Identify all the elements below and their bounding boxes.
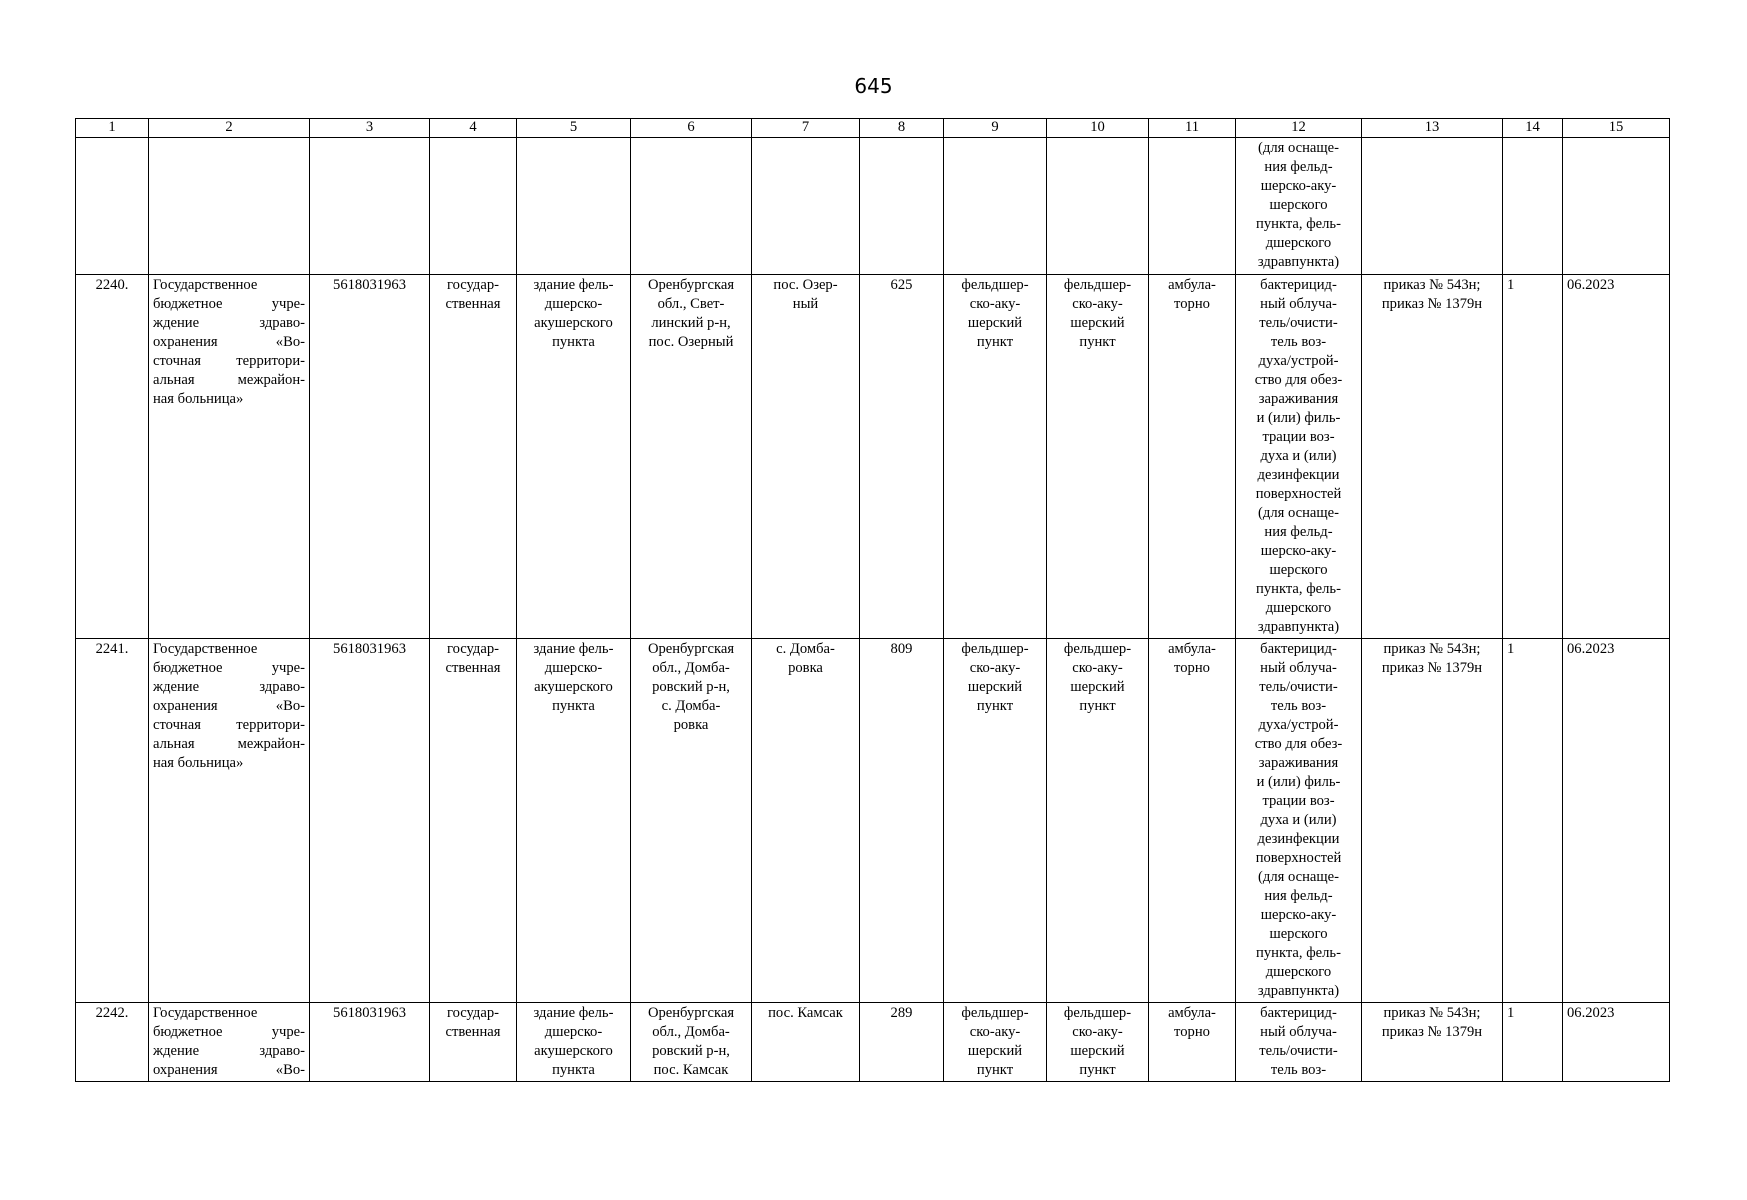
ownership-cell bbox=[430, 639, 517, 1003]
text-line: линский р-н, bbox=[651, 315, 731, 331]
col-header: 1 bbox=[76, 119, 149, 138]
text-line: шерско-аку- bbox=[1260, 907, 1337, 923]
text-line: государ- bbox=[446, 641, 499, 657]
building-cell bbox=[517, 639, 631, 1003]
text-line: ственная bbox=[445, 660, 501, 676]
text-line: шерского bbox=[1269, 197, 1328, 213]
text-line: пункт bbox=[1079, 1062, 1116, 1078]
text-line: и (или) филь- bbox=[1256, 774, 1341, 790]
ownership-cell bbox=[430, 275, 517, 639]
text-line: шерский bbox=[1070, 315, 1125, 331]
text-line: ждение здраво- bbox=[153, 679, 305, 695]
text-line: пос. Озерный bbox=[648, 334, 734, 350]
text-line: поверхностей bbox=[1255, 486, 1342, 502]
column-number-header bbox=[76, 119, 1670, 138]
organization-cell bbox=[149, 1003, 310, 1082]
text-line: приказ № 1379н bbox=[1381, 296, 1483, 312]
text-line: тель воз- bbox=[1270, 1062, 1327, 1078]
organization-cell bbox=[149, 639, 310, 1003]
cell bbox=[1047, 138, 1149, 275]
text-line: фельдшер- bbox=[1063, 641, 1132, 657]
page-number: 645 bbox=[854, 74, 893, 98]
row-number-cell: 2240. bbox=[76, 275, 149, 639]
text-line: шерский bbox=[967, 315, 1023, 331]
text-line: (для оснаще- bbox=[1258, 869, 1339, 885]
quantity-cell: 1 bbox=[1503, 639, 1563, 1003]
col-header: 3 bbox=[310, 119, 430, 138]
facility-type-cell bbox=[944, 639, 1047, 1003]
text-line: пункта bbox=[552, 334, 595, 350]
orders-cell bbox=[1362, 1003, 1503, 1082]
text-line: ско-аку- bbox=[1072, 1024, 1123, 1040]
text-line: альная межрайон- bbox=[153, 372, 305, 388]
unit-type-cell bbox=[1047, 639, 1149, 1003]
text-line: пос. Озер- bbox=[773, 277, 838, 293]
text-line: тель/очисти- bbox=[1259, 679, 1338, 695]
col-header: 5 bbox=[517, 119, 631, 138]
continuation-row bbox=[76, 138, 1670, 275]
organization-cell bbox=[149, 275, 310, 639]
text-line: приказ № 543н; bbox=[1383, 277, 1481, 293]
cell bbox=[517, 138, 631, 275]
text-line: пункта bbox=[552, 698, 595, 714]
text-line: бактерицид- bbox=[1260, 277, 1337, 293]
text-line: дшерско- bbox=[544, 1024, 603, 1040]
text-line: приказ № 543н; bbox=[1383, 1005, 1481, 1021]
text-line: обл., Домба- bbox=[652, 1024, 730, 1040]
cell bbox=[1149, 138, 1236, 275]
text-line: амбула- bbox=[1168, 1005, 1216, 1021]
text-line: охранения «Во- bbox=[153, 334, 305, 350]
address-cell bbox=[631, 1003, 752, 1082]
locality-cell bbox=[752, 1003, 860, 1082]
cell bbox=[149, 138, 310, 275]
text-line: ный bbox=[792, 296, 819, 312]
text-line: ство для обез- bbox=[1254, 372, 1343, 388]
text-line: шерского bbox=[1269, 562, 1328, 578]
text-line: Государственное bbox=[153, 641, 258, 657]
text-line: дшерско- bbox=[544, 660, 603, 676]
cell bbox=[1563, 138, 1670, 275]
col-header: 13 bbox=[1362, 119, 1503, 138]
building-cell bbox=[517, 1003, 631, 1082]
date-cell: 06.2023 bbox=[1563, 1003, 1670, 1082]
text-line: ско-аку- bbox=[969, 660, 1021, 676]
text-line: здравпункта) bbox=[1257, 983, 1340, 999]
text-line: пункта, фель- bbox=[1256, 216, 1341, 232]
text-line: фельдшер- bbox=[961, 1005, 1029, 1021]
text-line: дезинфекции bbox=[1257, 467, 1340, 483]
address-cell bbox=[631, 275, 752, 639]
text-line: дезинфекции bbox=[1257, 831, 1340, 847]
text-line: бюджетное учре- bbox=[153, 1024, 305, 1040]
care-mode-cell bbox=[1149, 275, 1236, 639]
col-header: 11 bbox=[1149, 119, 1236, 138]
text-line: приказ № 1379н bbox=[1381, 660, 1483, 676]
text-line: зараживания bbox=[1258, 755, 1339, 771]
text-line: ждение здраво- bbox=[153, 315, 305, 331]
text-line: приказ № 543н; bbox=[1383, 641, 1481, 657]
orders-cell bbox=[1362, 275, 1503, 639]
text-line: трации воз- bbox=[1262, 429, 1335, 445]
inn-cell: 5618031963 bbox=[310, 275, 430, 639]
col-header: 9 bbox=[944, 119, 1047, 138]
text-line: ровский р-н, bbox=[652, 679, 730, 695]
text-line: (для оснаще- bbox=[1258, 505, 1339, 521]
text-line: торно bbox=[1174, 660, 1210, 676]
date-cell: 06.2023 bbox=[1563, 275, 1670, 639]
quantity-cell: 1 bbox=[1503, 1003, 1563, 1082]
text-line: шерско-аку- bbox=[1260, 178, 1337, 194]
cell bbox=[752, 138, 860, 275]
equipment-cell bbox=[1236, 275, 1362, 639]
cell bbox=[1362, 138, 1503, 275]
registry-table bbox=[75, 118, 1670, 1082]
text-line: шерский bbox=[967, 1043, 1023, 1059]
text-line: акушерского bbox=[534, 315, 613, 331]
text-line: дшерского bbox=[1265, 600, 1332, 616]
text-line: ная больница» bbox=[153, 755, 244, 771]
text-line: ния фельд- bbox=[1264, 888, 1333, 904]
col-header: 14 bbox=[1503, 119, 1563, 138]
inn-cell: 5618031963 bbox=[310, 1003, 430, 1082]
text-line: пос. Камсак bbox=[653, 1062, 729, 1078]
col-header: 4 bbox=[430, 119, 517, 138]
col-header: 8 bbox=[860, 119, 944, 138]
text-line: альная межрайон- bbox=[153, 736, 305, 752]
text-line: тель/очисти- bbox=[1259, 1043, 1338, 1059]
inn-cell: 5618031963 bbox=[310, 639, 430, 1003]
text-line: здание фель- bbox=[533, 641, 614, 657]
text-line: здание фель- bbox=[533, 1005, 614, 1021]
ownership-cell bbox=[430, 1003, 517, 1082]
equipment-cell bbox=[1236, 1003, 1362, 1082]
text-line: ная больница» bbox=[153, 391, 244, 407]
text-line: обл., Свет- bbox=[657, 296, 725, 312]
population-cell: 809 bbox=[860, 639, 944, 1003]
equipment-cell bbox=[1236, 639, 1362, 1003]
text-line: государ- bbox=[446, 1005, 499, 1021]
date-cell: 06.2023 bbox=[1563, 639, 1670, 1003]
text-line: пункт bbox=[1079, 334, 1116, 350]
text-line: охранения «Во- bbox=[153, 1062, 305, 1078]
text-line: поверхностей bbox=[1255, 850, 1342, 866]
text-line: шерско-аку- bbox=[1260, 543, 1337, 559]
text-line: фельдшер- bbox=[1063, 277, 1132, 293]
table-row bbox=[76, 1003, 1670, 1082]
text-line: ный облуча- bbox=[1260, 660, 1337, 676]
text-line: Государственное bbox=[153, 277, 258, 293]
text-line: ния фельд- bbox=[1264, 159, 1333, 175]
text-line: фельдшер- bbox=[961, 277, 1029, 293]
locality-cell bbox=[752, 639, 860, 1003]
care-mode-cell bbox=[1149, 639, 1236, 1003]
building-cell bbox=[517, 275, 631, 639]
facility-type-cell bbox=[944, 275, 1047, 639]
quantity-cell: 1 bbox=[1503, 275, 1563, 639]
col-header: 6 bbox=[631, 119, 752, 138]
text-line: пункт bbox=[976, 698, 1014, 714]
population-cell: 289 bbox=[860, 1003, 944, 1082]
col-header: 12 bbox=[1236, 119, 1362, 138]
text-line: амбула- bbox=[1168, 277, 1216, 293]
text-line: духа и (или) bbox=[1260, 448, 1337, 464]
text-line: ско-аку- bbox=[1072, 660, 1123, 676]
text-line: сточная территори- bbox=[153, 353, 305, 369]
text-line: ственная bbox=[445, 1024, 501, 1040]
text-line: Оренбургская bbox=[647, 641, 735, 657]
text-line: ный облуча- bbox=[1260, 296, 1337, 312]
text-line: Государственное bbox=[153, 1005, 258, 1021]
text-line: ния фельд- bbox=[1264, 524, 1333, 540]
text-line: пункт bbox=[1079, 698, 1116, 714]
text-line: пос. Камсак bbox=[768, 1005, 843, 1021]
text-line: ско-аку- bbox=[1072, 296, 1123, 312]
text-line: Оренбургская bbox=[647, 277, 735, 293]
care-mode-cell bbox=[1149, 1003, 1236, 1082]
text-line: Оренбургская bbox=[647, 1005, 735, 1021]
facility-type-cell bbox=[944, 1003, 1047, 1082]
text-line: бактерицид- bbox=[1260, 1005, 1337, 1021]
cell bbox=[860, 138, 944, 275]
text-line: шерского bbox=[1269, 926, 1328, 942]
col-header: 10 bbox=[1047, 119, 1149, 138]
col-header: 2 bbox=[149, 119, 310, 138]
text-line: ско-аку- bbox=[969, 1024, 1021, 1040]
text-line: тель/очисти- bbox=[1259, 315, 1338, 331]
unit-type-cell bbox=[1047, 275, 1149, 639]
text-line: ственная bbox=[445, 296, 501, 312]
text-line: шерский bbox=[1070, 1043, 1125, 1059]
text-line: здравпункта) bbox=[1257, 619, 1340, 635]
text-line: акушерского bbox=[534, 679, 613, 695]
population-cell: 625 bbox=[860, 275, 944, 639]
text-line: пункт bbox=[976, 1062, 1014, 1078]
text-line: торно bbox=[1174, 1024, 1210, 1040]
cell bbox=[1503, 138, 1563, 275]
text-line: торно bbox=[1174, 296, 1210, 312]
text-line: бактерицид- bbox=[1260, 641, 1337, 657]
text-line: ровка bbox=[673, 717, 709, 733]
cell bbox=[631, 138, 752, 275]
text-line: трации воз- bbox=[1262, 793, 1335, 809]
text-line: дшерского bbox=[1265, 964, 1332, 980]
text-line: государ- bbox=[446, 277, 499, 293]
table-row bbox=[76, 275, 1670, 639]
text-line: пункта, фель- bbox=[1256, 945, 1341, 961]
col-header: 15 bbox=[1563, 119, 1670, 138]
text-line: ство для обез- bbox=[1254, 736, 1343, 752]
text-line: приказ № 1379н bbox=[1381, 1024, 1483, 1040]
cell bbox=[76, 138, 149, 275]
text-line: амбула- bbox=[1168, 641, 1216, 657]
text-line: бюджетное учре- bbox=[153, 660, 305, 676]
text-line: фельдшер- bbox=[1063, 1005, 1132, 1021]
orders-cell bbox=[1362, 639, 1503, 1003]
unit-type-cell bbox=[1047, 1003, 1149, 1082]
text-line: духа и (или) bbox=[1260, 812, 1337, 828]
col-header: 7 bbox=[752, 119, 860, 138]
cell bbox=[430, 138, 517, 275]
text-line: дшерско- bbox=[544, 296, 603, 312]
text-line: духа/устрой- bbox=[1258, 353, 1339, 369]
locality-cell bbox=[752, 275, 860, 639]
text-line: ровка bbox=[788, 660, 823, 676]
text-line: здравпункта) bbox=[1257, 254, 1340, 270]
text-line: акушерского bbox=[534, 1043, 613, 1059]
text-line: ный облуча- bbox=[1260, 1024, 1337, 1040]
row-number-cell: 2242. bbox=[76, 1003, 149, 1082]
text-line: шерский bbox=[1070, 679, 1125, 695]
text-line: бюджетное учре- bbox=[153, 296, 305, 312]
text-line: здание фель- bbox=[533, 277, 614, 293]
text-line: с. Домба- bbox=[776, 641, 835, 657]
text-line: (для оснаще- bbox=[1258, 140, 1339, 156]
text-line: сточная территори- bbox=[153, 717, 305, 733]
text-line: ровский р-н, bbox=[652, 1043, 730, 1059]
table-row bbox=[76, 639, 1670, 1003]
text-line: ско-аку- bbox=[969, 296, 1021, 312]
text-line: с. Домба- bbox=[661, 698, 721, 714]
text-line: и (или) филь- bbox=[1256, 410, 1341, 426]
text-line: пункт bbox=[976, 334, 1014, 350]
text-line: ждение здраво- bbox=[153, 1043, 305, 1059]
address-cell bbox=[631, 639, 752, 1003]
text-line: духа/устрой- bbox=[1258, 717, 1339, 733]
text-line: шерский bbox=[967, 679, 1023, 695]
text-line: тель воз- bbox=[1270, 698, 1327, 714]
text-line: фельдшер- bbox=[961, 641, 1029, 657]
cell bbox=[944, 138, 1047, 275]
text-line: пункта, фель- bbox=[1256, 581, 1341, 597]
text-line: зараживания bbox=[1258, 391, 1339, 407]
cell bbox=[310, 138, 430, 275]
equipment-cell bbox=[1236, 138, 1362, 275]
row-number-cell: 2241. bbox=[76, 639, 149, 1003]
text-line: обл., Домба- bbox=[652, 660, 730, 676]
text-line: охранения «Во- bbox=[153, 698, 305, 714]
text-line: дшерского bbox=[1265, 235, 1332, 251]
text-line: тель воз- bbox=[1270, 334, 1327, 350]
text-line: пункта bbox=[552, 1062, 595, 1078]
